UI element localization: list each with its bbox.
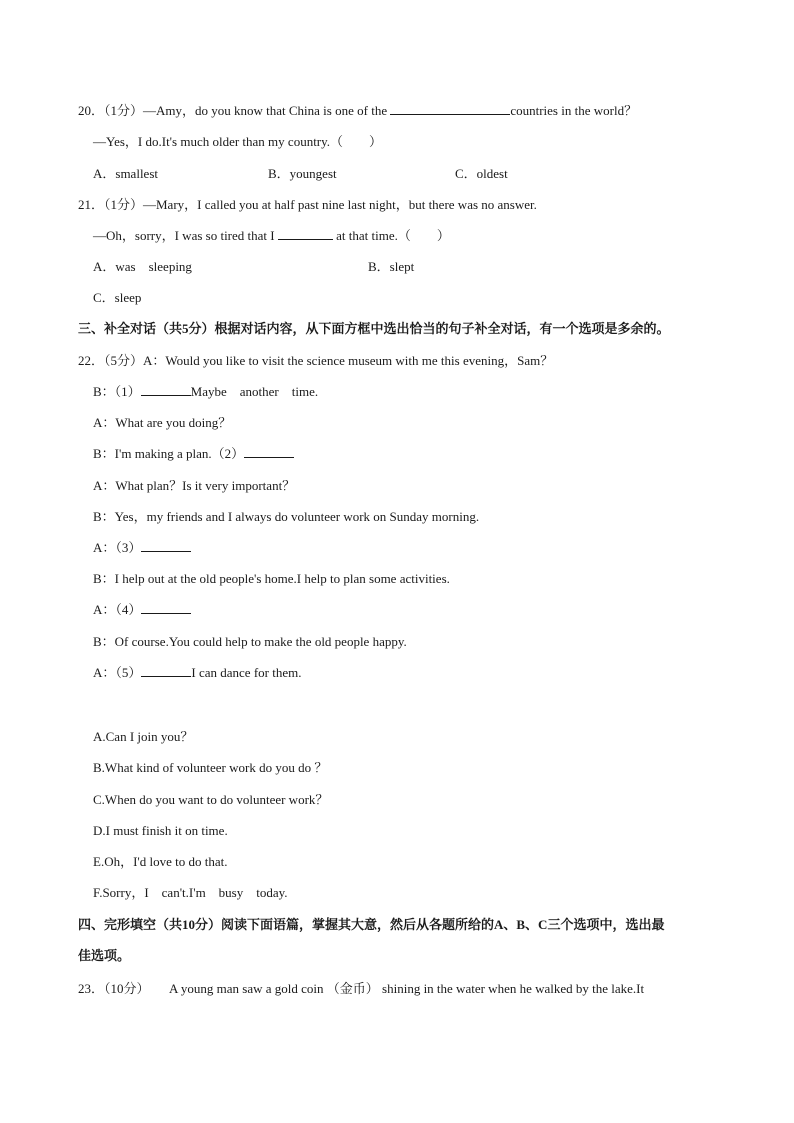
q20-stem: [78, 103, 637, 119]
dialogue-text: B：I'm making a plan.（2）: [93, 446, 245, 461]
q22-option-d[interactable]: D.I must finish it on time.: [93, 823, 228, 838]
q20-stem-text-a: 20．（1分）—Amy，do you know that China is one of the: [78, 103, 391, 118]
dialogue-text: A：（5）: [93, 665, 142, 680]
q21-reply: [93, 228, 450, 244]
q22-dialogue-line-4: A：What plan？Is it very important？: [93, 478, 296, 493]
q22-dialogue-line-7: B：I help out at the old people's home.I help to plan some activities.: [93, 571, 450, 586]
q21-reply-text-a: —Oh，sorry，I was so tired that I: [93, 228, 278, 243]
q22-dialogue-line-1: [93, 384, 318, 400]
q20-option-b[interactable]: B．youngest: [268, 166, 337, 181]
q20-reply: —Yes，I do.It's much older than my country.（ ）: [93, 134, 383, 149]
q20-answer-blank[interactable]: [390, 103, 510, 115]
q20-option-a[interactable]: A．smallest: [93, 166, 158, 181]
q22-option-a[interactable]: A.Can I join you？: [93, 729, 194, 744]
q22-dialogue-line-3: [93, 446, 294, 462]
q21-option-c[interactable]: C．sleep: [93, 290, 142, 305]
section-4-heading-line-1: 四、完形填空（共10分）阅读下面语篇，掌握其大意，然后从各题所给的A、B、C三个选项中，选出最: [78, 917, 665, 932]
q22-option-c[interactable]: C.When do you want to do volunteer work？: [93, 792, 329, 807]
q22-dialogue-line-6: [93, 540, 191, 556]
q21-reply-text-b: at that time.（ ）: [332, 228, 450, 243]
dialogue-text: A：（3）: [93, 540, 142, 555]
q22-option-b[interactable]: B.What kind of volunteer work do you do ？: [93, 760, 328, 775]
q22-dialogue-line-10: [93, 665, 301, 681]
q23-stem: 23．（10分） A young man saw a gold coin （金币） shining in the water when he walked by the lake.It: [78, 981, 645, 996]
section-4-heading-line-2: 佳选项。: [78, 948, 131, 963]
q22-blank-1[interactable]: [141, 384, 191, 396]
dialogue-text: A：（4）: [93, 602, 142, 617]
q22-blank-4[interactable]: [141, 602, 191, 614]
q22-blank-3[interactable]: [141, 540, 191, 552]
section-3-heading: 三、补全对话（共5分）根据对话内容，从下面方框中选出恰当的句子补全对话，有一个选项是多余的。: [78, 321, 670, 336]
q22-option-e[interactable]: E.Oh，I'd love to do that.: [93, 854, 228, 869]
q22-dialogue-line-2: A：What are you doing？: [93, 415, 232, 430]
q22-dialogue-line-5: B：Yes，my friends and I always do volunteer work on Sunday morning.: [93, 509, 480, 524]
q22-dialogue-line-9: B：Of course.You could help to make the old people happy.: [93, 634, 407, 649]
q21-option-b[interactable]: B．slept: [368, 259, 415, 274]
q22-option-f[interactable]: F.Sorry，I can't.I'm busy today.: [93, 885, 288, 900]
q22-dialogue-line-8: [93, 602, 191, 618]
q21-answer-blank[interactable]: [278, 228, 333, 240]
q20-option-c[interactable]: C．oldest: [455, 166, 508, 181]
q21-stem: 21．（1分）—Mary，I called you at half past nine last night，but there was no answer.: [78, 197, 537, 212]
q22-stem: 22．（5分）A：Would you like to visit the science museum with me this evening，Sam？: [78, 353, 554, 368]
q22-blank-2[interactable]: [244, 446, 294, 458]
q20-stem-text-b: countries in the world？: [510, 103, 638, 118]
dialogue-text: B：（1）: [93, 384, 141, 399]
q21-option-a[interactable]: A．was sleeping: [93, 259, 192, 274]
dialogue-text: Maybe another time.: [190, 384, 319, 399]
q22-blank-5[interactable]: [141, 665, 191, 677]
dialogue-text: I can dance for them.: [191, 665, 302, 680]
